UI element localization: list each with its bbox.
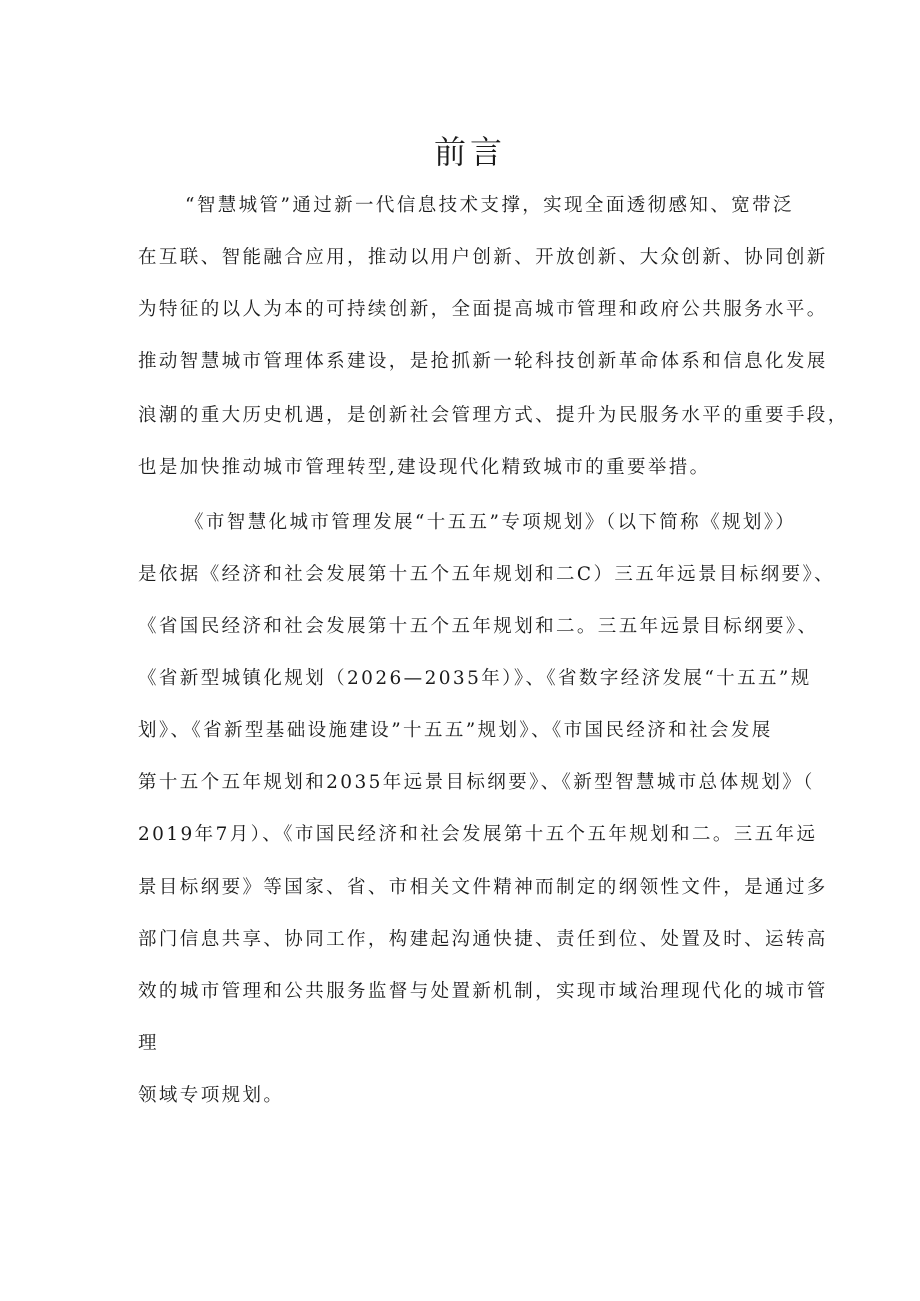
paragraph-line: 划》、《省新型基础设施建设”十五五”规划》、《市国民经济和社会发展 [138, 720, 773, 741]
paragraph-line: 在互联、智能融合应用，推动以用户创新、开放创新、大众创新、协同创新 [138, 247, 828, 268]
paragraph-line: “智慧城管”通过新一代信息技术支撑，实现全面透彻感知、宽带泛 [185, 195, 794, 216]
paragraph-line: 2019年7月）、《市国民经济和社会发展第十五个五年规划和二。三五年远 [138, 824, 818, 845]
paragraph-line: 《省国民经济和社会发展第十五个五年规划和二。三五年远景目标纲要》、 [138, 616, 819, 637]
paragraph-line: 《市智慧化城市管理发展“十五五”专项规划》（以下简称《规划》） [185, 512, 797, 533]
paragraph-line: 《省新型城镇化规划（2026—2035年）》、《省数字经济发展“十五五”规 [138, 668, 812, 689]
paragraph-line: 是依据《经济和社会发展第十五个五年规划和二C）三五年远景目标纲要》、 [138, 564, 836, 585]
paragraph-line: 也是加快推动城市管理转型,建设现代化精致城市的重要举措。 [138, 457, 711, 478]
page-title: 前言 [433, 133, 506, 171]
paragraph-line: 景目标纲要》等国家、省、市相关文件精神而制定的纲领性文件，是通过多 [138, 877, 828, 898]
paragraph-line: 效的城市管理和公共服务监督与处置新机制，实现市域治理现代化的城市管 [138, 981, 828, 1002]
paragraph-line: 推动智慧城市管理体系建设，是抢抓新一轮科技创新革命体系和信息化发展 [138, 351, 828, 372]
paragraph-line: 理 [138, 1033, 159, 1054]
paragraph-line: 为特征的以人为本的可持续创新，全面提高城市管理和政府公共服务水平。 [138, 299, 828, 320]
paragraph-line: 第十五个五年规划和2035年远景目标纲要》、《新型智慧城市总体规划》（ [138, 772, 815, 793]
paragraph-line: 领域专项规划。 [138, 1085, 285, 1106]
paragraph-line: 浪潮的重大历史机遇，是创新社会管理方式、提升为民服务水平的重要手段， [138, 405, 849, 426]
paragraph-line: 部门信息共享、协同工作，构建起沟通快捷、责任到位、处置及时、运转高 [138, 929, 828, 950]
